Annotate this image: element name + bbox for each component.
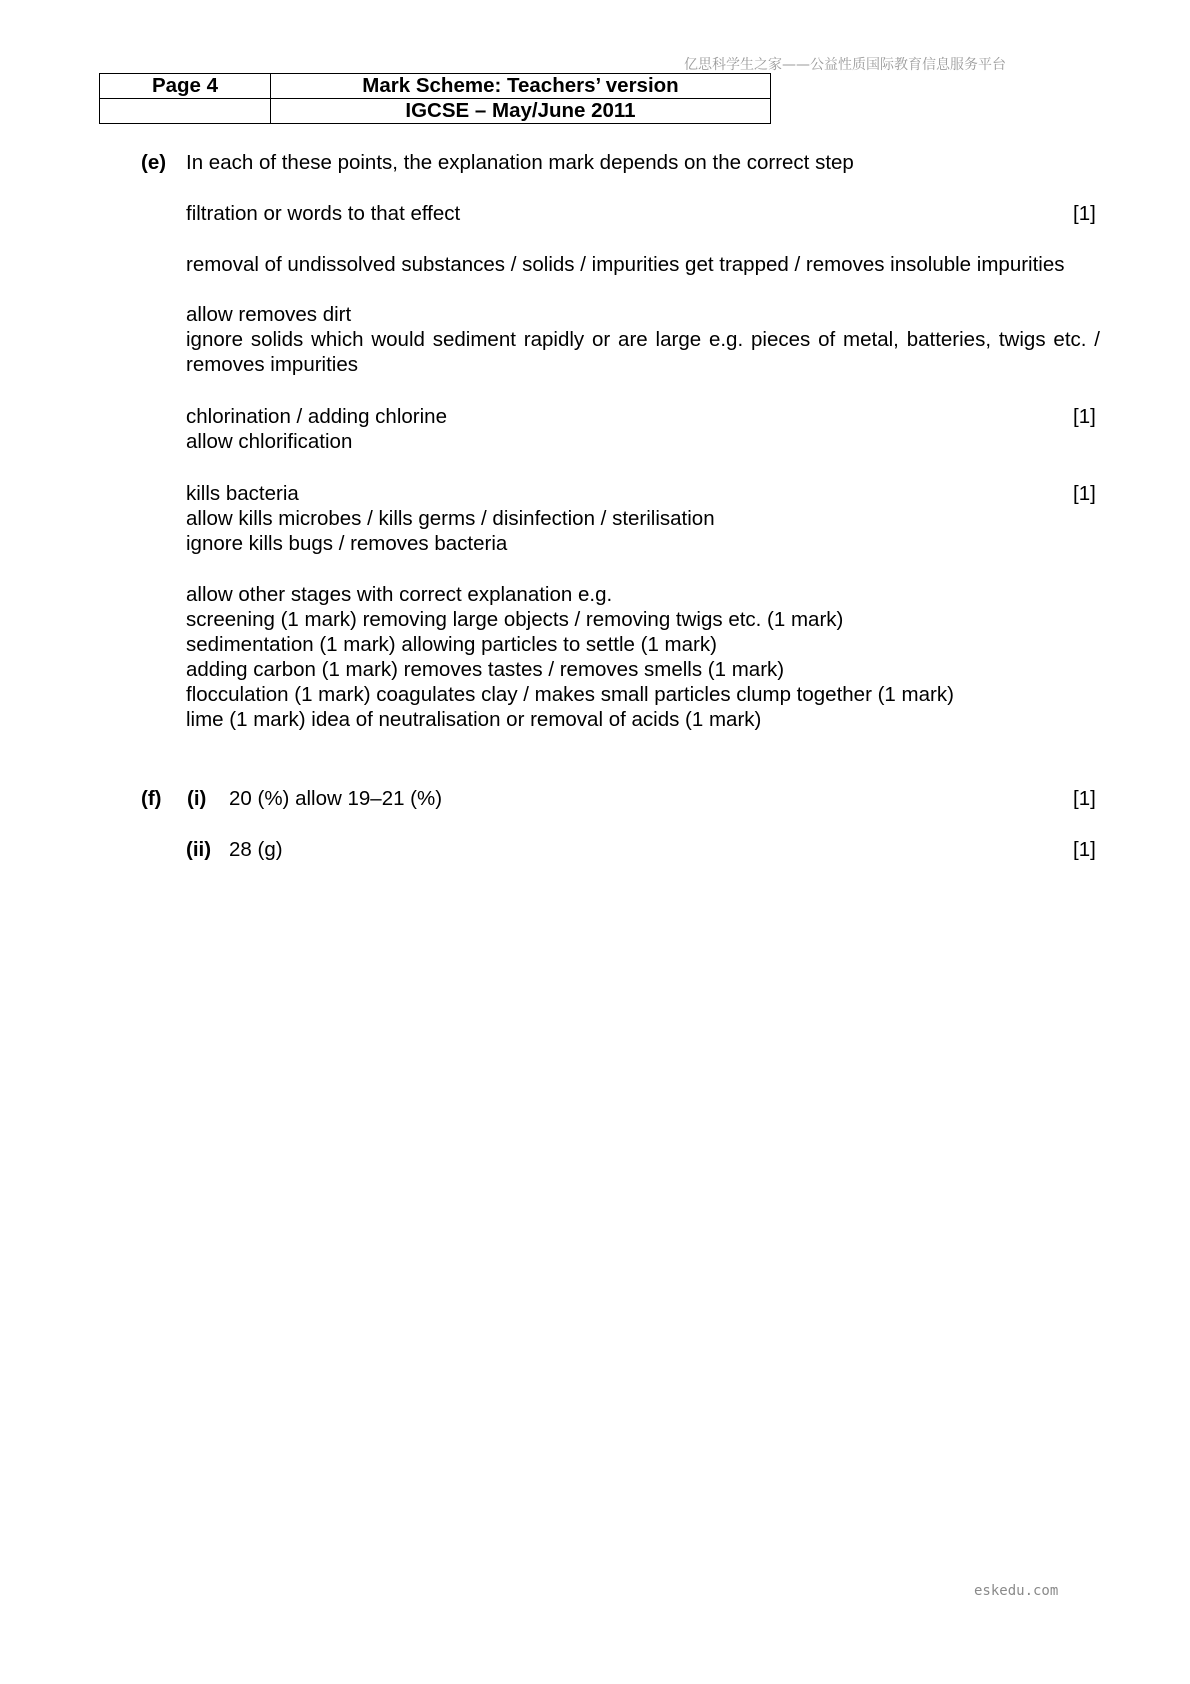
allow-kills-text: allow kills microbes / kills germs / disinfection / sterilisation <box>186 507 715 530</box>
other-stages-line: adding carbon (1 mark) removes tastes / removes smells (1 mark) <box>186 658 785 681</box>
part-e-label: (e) <box>141 151 167 174</box>
ignore-solids-text: ignore solids which would sediment rapidly or are large e.g. pieces of metal, batteries, twigs etc. / removes impurities <box>186 328 1100 376</box>
other-stages-line: sedimentation (1 mark) allowing particles to settle (1 mark) <box>186 633 717 656</box>
kills-bacteria-mark: [1] <box>1073 482 1096 505</box>
removal-text: removal of undissolved substances / solids / impurities get trapped / removes insoluble impurities <box>186 253 1065 276</box>
part-f-label: (f) <box>141 787 162 810</box>
header-empty-cell <box>100 99 271 124</box>
ignore-kills-text: ignore kills bugs / removes bacteria <box>186 532 508 555</box>
document-subtitle: IGCSE – May/June 2011 <box>271 99 771 124</box>
part-f-i-mark: [1] <box>1073 787 1096 810</box>
other-stages-line: flocculation (1 mark) coagulates clay / makes small particles clump together (1 mark) <box>186 683 954 706</box>
document-title: Mark Scheme: Teachers’ version <box>271 74 771 99</box>
part-f-ii-label: (ii) <box>186 838 212 861</box>
filtration-mark: [1] <box>1073 202 1096 225</box>
chlorination-text: chlorination / adding chlorine <box>186 405 447 428</box>
part-f-ii-text: 28 (g) <box>229 838 283 861</box>
allow-chlorification-text: allow chlorification <box>186 430 353 453</box>
chlorination-mark: [1] <box>1073 405 1096 428</box>
part-e-intro: In each of these points, the explanation mark depends on the correct step <box>186 151 854 174</box>
part-f-i-label: (i) <box>187 787 207 810</box>
header-table <box>99 73 771 124</box>
part-f-ii-mark: [1] <box>1073 838 1096 861</box>
watermark-bottom: eskedu.com <box>974 1583 1059 1599</box>
watermark-top: 亿思科学生之家——公益性质国际教育信息服务平台 <box>684 57 1006 73</box>
other-stages-line: lime (1 mark) idea of neutralisation or removal of acids (1 mark) <box>186 708 762 731</box>
allow-dirt-text: allow removes dirt <box>186 303 352 326</box>
page-number: Page 4 <box>100 74 271 99</box>
part-f-i-text: 20 (%) allow 19–21 (%) <box>229 787 443 810</box>
other-stages-line: allow other stages with correct explanation e.g. <box>186 583 613 606</box>
filtration-text: filtration or words to that effect <box>186 202 461 225</box>
other-stages-line: screening (1 mark) removing large objects / removing twigs etc. (1 mark) <box>186 608 844 631</box>
kills-bacteria-text: kills bacteria <box>186 482 299 505</box>
